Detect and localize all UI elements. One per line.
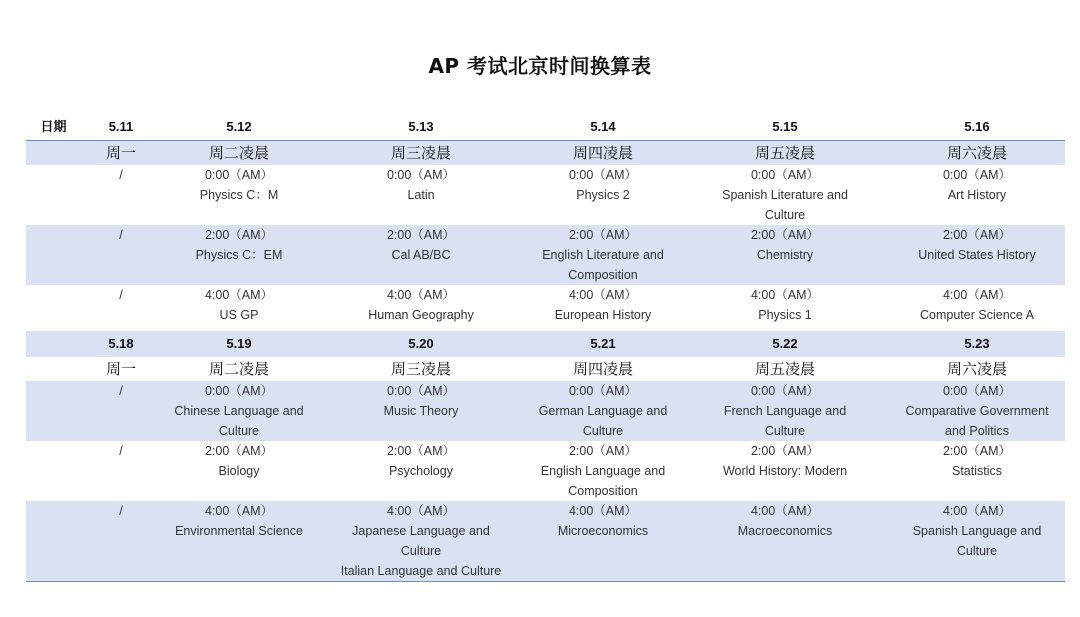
- exam-time: 0:00（AM）: [750, 384, 820, 398]
- exam-time: 2:00（AM）: [204, 228, 274, 242]
- exam-time: 4:00（AM）: [204, 504, 274, 518]
- page-title: AP 考试北京时间换算表: [428, 54, 652, 78]
- exam-cell: [889, 285, 1065, 331]
- exam-cell: [889, 165, 1065, 225]
- exam-cell: [317, 381, 525, 441]
- exam-cell: [525, 225, 681, 285]
- date-cell: 5.22: [681, 331, 889, 357]
- exam-time: 4:00（AM）: [568, 504, 638, 518]
- exam-name: Biology: [218, 464, 260, 478]
- exam-name: World History: Modern: [722, 464, 848, 478]
- slot-mark: /: [81, 501, 161, 582]
- weekday-spacer: [26, 357, 81, 381]
- exam-cell: [161, 441, 317, 501]
- exam-cell: [681, 285, 889, 331]
- weekday-cell: 周六凌晨: [889, 141, 1065, 166]
- slot-mark: /: [119, 168, 123, 182]
- exam-cell: [681, 501, 889, 582]
- exam-name: Physics 1: [758, 308, 812, 322]
- weekday-cell: 周二凌晨: [161, 141, 317, 166]
- time-slot-row: [26, 501, 1065, 582]
- exam-name: Composition: [568, 484, 638, 498]
- weekday-cell: 周五凌晨: [681, 141, 889, 166]
- exam-name: Italian Language and Culture: [340, 564, 502, 578]
- date-cell: 5.19: [161, 331, 317, 357]
- exam-name: Culture: [956, 544, 998, 558]
- exam-name: United States History: [918, 248, 1036, 262]
- date-row: [26, 114, 1065, 141]
- exam-name: Environmental Science: [175, 524, 303, 538]
- exam-time: 2:00（AM）: [386, 444, 456, 458]
- weekday-cell: 周三凌晨: [390, 360, 451, 378]
- exam-time: 4:00（AM）: [386, 504, 456, 518]
- exam-name: US GP: [219, 308, 259, 322]
- exam-name: French Language and: [723, 404, 847, 418]
- exam-name: Chinese Language and: [174, 404, 304, 418]
- exam-cell: [317, 441, 525, 501]
- slot-mark: /: [119, 444, 123, 458]
- weekday-cell: 周五凌晨: [754, 360, 815, 378]
- weekday-cell: 周三凌晨: [317, 141, 525, 166]
- date-cell: 5.18: [81, 331, 161, 357]
- time-slot-row: [26, 225, 1065, 285]
- exam-time: 4:00（AM）: [750, 504, 820, 518]
- date-label: [26, 331, 81, 357]
- date-cell: 5.11: [81, 114, 161, 141]
- exam-time: 0:00（AM）: [386, 168, 456, 182]
- exam-name: Latin: [407, 188, 435, 202]
- exam-cell: [525, 381, 681, 441]
- exam-time: 0:00（AM）: [386, 384, 456, 398]
- exam-cell: [161, 285, 317, 331]
- date-cell: 5.16: [889, 114, 1065, 141]
- row-spacer: [26, 501, 81, 582]
- exam-name: Culture: [764, 208, 806, 222]
- exam-cell: [525, 285, 681, 331]
- exam-cell: [889, 501, 1065, 582]
- exam-cell: [681, 165, 889, 225]
- exam-name: Music Theory: [383, 404, 459, 418]
- exam-time: 2:00（AM）: [942, 228, 1012, 242]
- time-slot-row: [26, 381, 1065, 441]
- exam-name: Human Geography: [368, 308, 474, 322]
- time-slot-row: [26, 165, 1065, 225]
- weekday-row: [26, 357, 1065, 381]
- exam-name: Cal AB/BC: [391, 248, 451, 262]
- schedule-table: [26, 114, 1065, 582]
- exam-cell: [317, 165, 525, 225]
- exam-time: 0:00（AM）: [750, 168, 820, 182]
- exam-time: 0:00（AM）: [942, 168, 1012, 182]
- exam-cell: [161, 501, 317, 582]
- row-spacer: [26, 441, 81, 501]
- exam-name: Spanish Literature and: [722, 188, 848, 202]
- weekday-cell: 周六凌晨: [946, 360, 1007, 378]
- exam-name: English Language and: [540, 464, 666, 478]
- weekday-cell: 周一: [81, 141, 161, 166]
- exam-time: 0:00（AM）: [942, 384, 1012, 398]
- date-row: [26, 331, 1065, 357]
- exam-cell: [681, 441, 889, 501]
- exam-cell: [161, 225, 317, 285]
- exam-name: and Politics: [945, 424, 1009, 438]
- exam-time: 4:00（AM）: [942, 288, 1012, 302]
- exam-name: Psychology: [389, 464, 453, 478]
- exam-time: 2:00（AM）: [386, 228, 456, 242]
- date-cell: 5.20: [317, 331, 525, 357]
- exam-name: Culture: [764, 424, 806, 438]
- exam-cell: [161, 165, 317, 225]
- weekday-cell: 周四凌晨: [525, 141, 681, 166]
- date-cell: 5.23: [889, 331, 1065, 357]
- exam-time: 4:00（AM）: [942, 504, 1012, 518]
- exam-name: Chemistry: [756, 248, 814, 262]
- exam-name: English Literature and: [542, 248, 664, 262]
- exam-cell: [889, 381, 1065, 441]
- exam-name: Microeconomics: [557, 524, 649, 538]
- exam-cell: [889, 441, 1065, 501]
- row-spacer: [26, 165, 81, 225]
- exam-time: 2:00（AM）: [750, 444, 820, 458]
- exam-time: 4:00（AM）: [204, 288, 274, 302]
- exam-time: 4:00（AM）: [750, 288, 820, 302]
- exam-cell: [889, 225, 1065, 285]
- exam-time: 4:00（AM）: [386, 288, 456, 302]
- row-spacer: [26, 285, 81, 331]
- slot-mark: /: [81, 225, 161, 285]
- exam-name: Culture: [218, 424, 260, 438]
- exam-time: 0:00（AM）: [204, 384, 274, 398]
- weekday-spacer: [26, 141, 81, 166]
- exam-time: 4:00（AM）: [568, 288, 638, 302]
- slot-mark: /: [119, 288, 123, 302]
- row-spacer: [26, 225, 81, 285]
- exam-cell: [525, 501, 681, 582]
- weekday-cell: 周一: [105, 360, 136, 378]
- exam-name: Art History: [947, 188, 1007, 202]
- exam-time: 0:00（AM）: [568, 168, 638, 182]
- exam-cell: [681, 225, 889, 285]
- date-cell: 5.21: [525, 331, 681, 357]
- exam-cell: [317, 501, 525, 582]
- exam-cell: [317, 285, 525, 331]
- exam-name: German Language and: [538, 404, 668, 418]
- exam-time: 2:00（AM）: [568, 444, 638, 458]
- exam-name: European History: [554, 308, 652, 322]
- exam-name: Spanish Language and: [912, 524, 1042, 538]
- exam-time: 2:00（AM）: [942, 444, 1012, 458]
- date-label: 日期: [26, 114, 81, 141]
- time-slot-row: [26, 441, 1065, 501]
- exam-name: Physics C：M: [199, 188, 279, 202]
- exam-name: Macroeconomics: [737, 524, 833, 538]
- date-cell: 5.15: [681, 114, 889, 141]
- exam-time: 0:00（AM）: [568, 384, 638, 398]
- exam-name: Computer Science A: [920, 308, 1034, 322]
- exam-name: Comparative Government: [905, 404, 1049, 418]
- row-spacer: [26, 381, 81, 441]
- exam-name: Culture: [400, 544, 442, 558]
- exam-cell: [525, 441, 681, 501]
- slot-mark: /: [81, 381, 161, 441]
- exam-name: Physics C：EM: [195, 248, 283, 262]
- weekday-cell: 周四凌晨: [572, 360, 633, 378]
- date-cell: 5.12: [161, 114, 317, 141]
- exam-cell: [525, 165, 681, 225]
- exam-name: Japanese Language and: [352, 524, 490, 538]
- exam-time: 2:00（AM）: [750, 228, 820, 242]
- exam-name: Physics 2: [576, 188, 630, 202]
- date-cell: 5.14: [525, 114, 681, 141]
- exam-cell: [317, 225, 525, 285]
- exam-time: 0:00（AM）: [204, 168, 274, 182]
- exam-name: Culture: [582, 424, 624, 438]
- exam-name: Composition: [568, 268, 638, 282]
- date-cell: 5.13: [317, 114, 525, 141]
- exam-cell: [161, 381, 317, 441]
- exam-time: 2:00（AM）: [568, 228, 638, 242]
- weekday-row: [26, 141, 1065, 166]
- time-slot-row: [26, 285, 1065, 331]
- exam-name: Statistics: [951, 464, 1002, 478]
- exam-time: 2:00（AM）: [204, 444, 274, 458]
- weekday-cell: 周二凌晨: [208, 360, 269, 378]
- exam-cell: [681, 381, 889, 441]
